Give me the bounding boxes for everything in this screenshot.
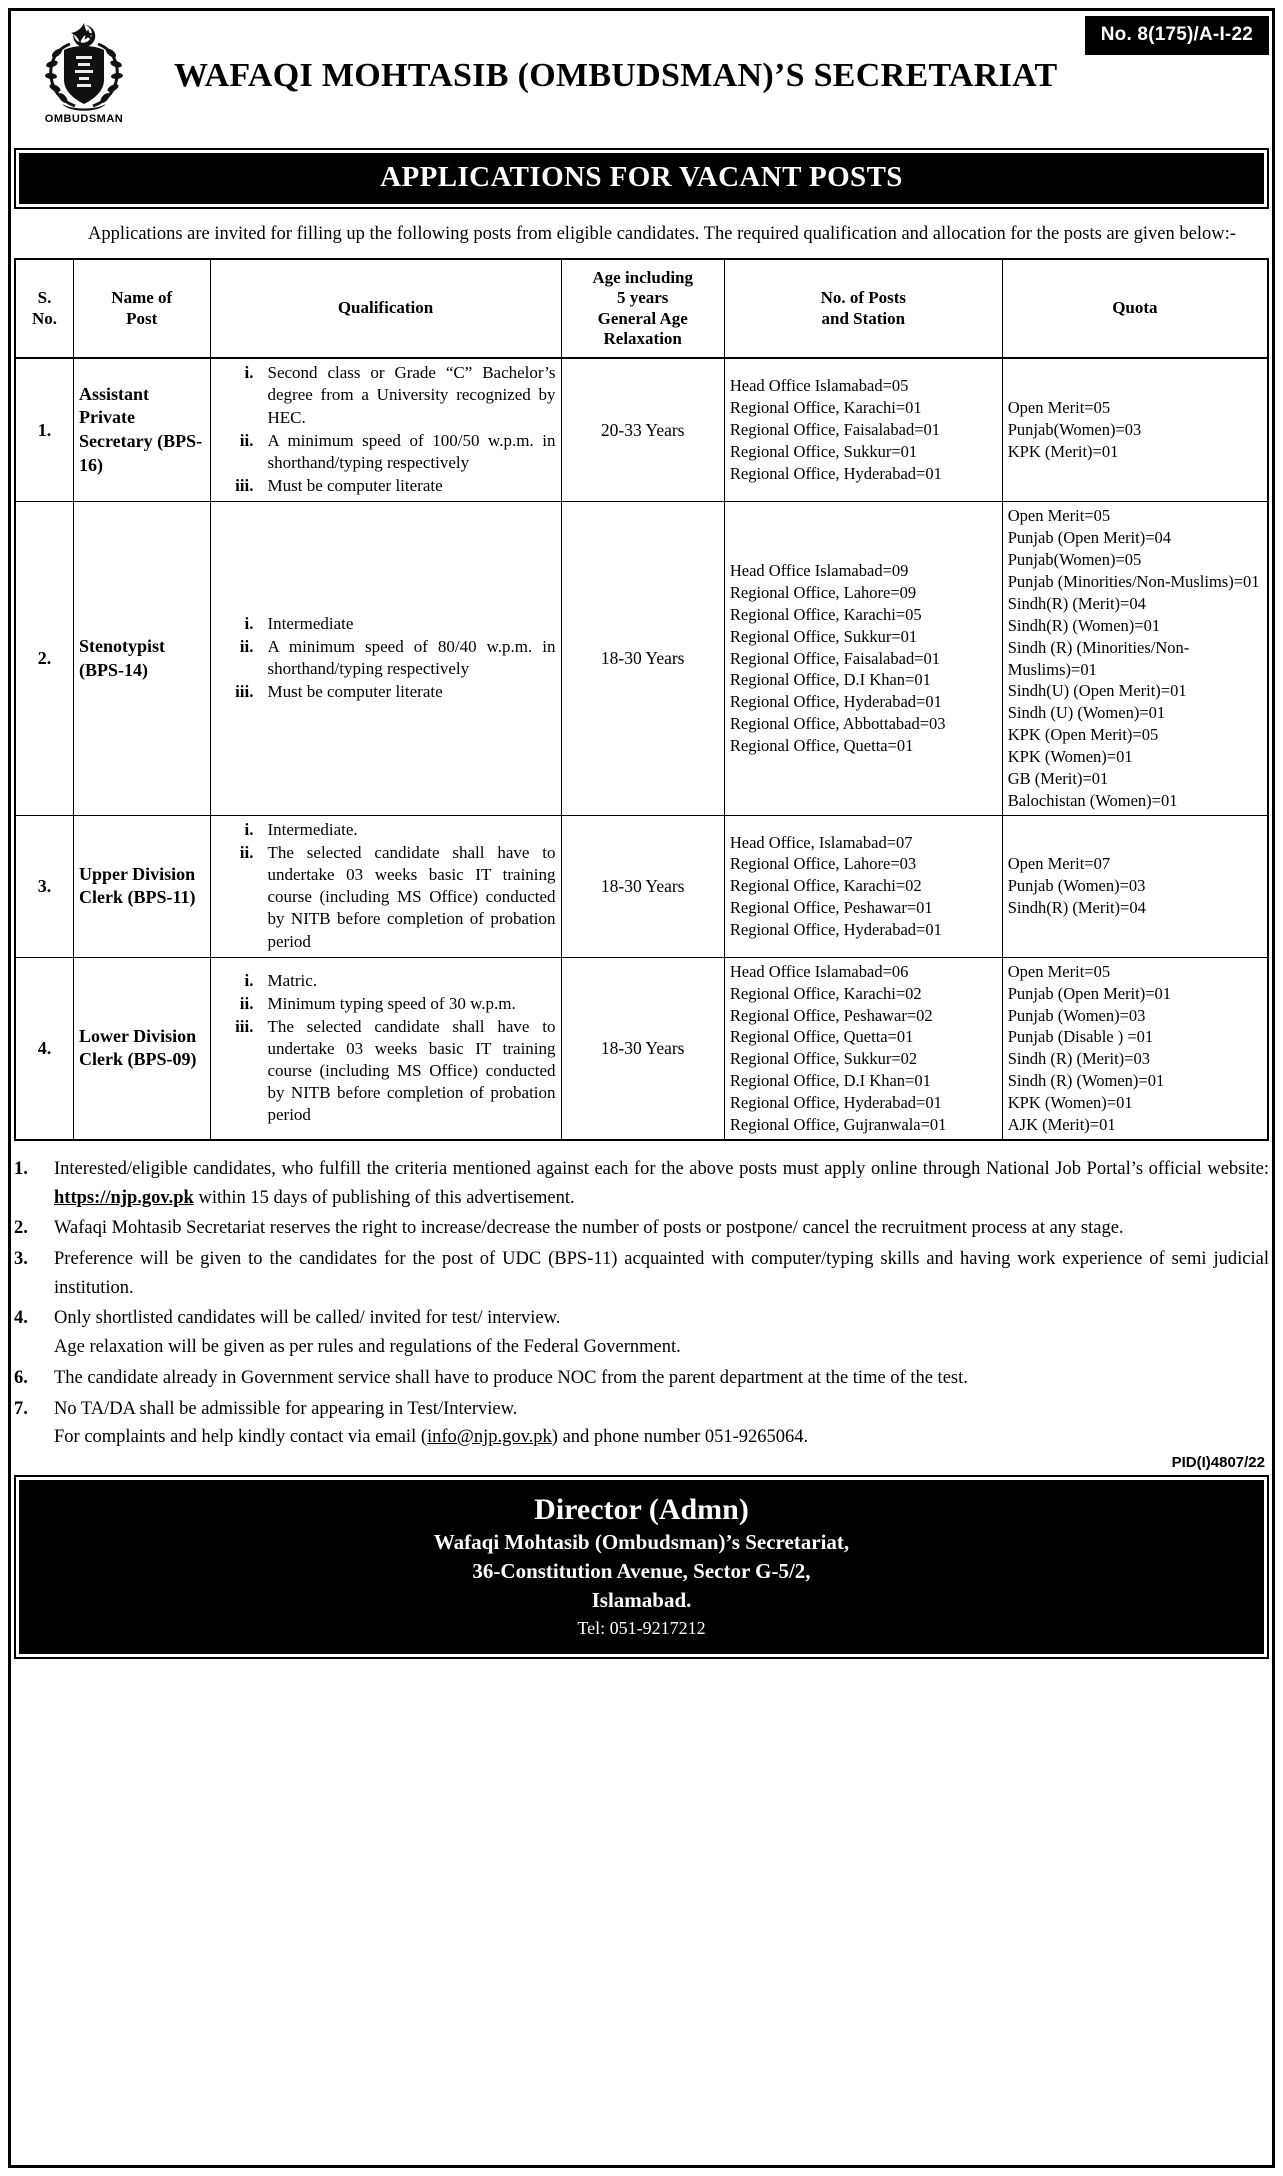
reference-number: No. 8(175)/A-I-22	[1085, 16, 1269, 55]
quota-line: Punjab(Women)=03	[1007, 420, 1142, 440]
qualification-item	[216, 970, 556, 992]
qualification-marker: i.	[244, 820, 254, 840]
qualification-marker: ii.	[239, 636, 254, 656]
note-text: Interested/eligible candidates, who fulfill the criteria mentioned against each for the above posts must apply online through National Job Portal’s official website:	[54, 1159, 1269, 1180]
station-line: Regional Office, Hyderabad=01	[729, 1093, 942, 1113]
col-header-posts: No. of Posts and Station	[724, 259, 1002, 359]
qualification-marker: ii.	[239, 993, 254, 1013]
cell-quota	[1002, 816, 1268, 958]
cell-post-name: Lower Division Clerk (BPS-09)	[74, 957, 211, 1140]
note-subline: Age relaxation will be given as per rules and regulations of the Federal Government.	[54, 1337, 681, 1358]
station-line: Regional Office, Peshawar=02	[729, 1005, 933, 1025]
cell-qualification	[210, 358, 561, 501]
quota-line: KPK (Open Merit)=05	[1007, 725, 1159, 745]
qualification-marker: i.	[244, 970, 254, 990]
intro-paragraph: Applications are invited for filling up the following posts from eligible candidates. The required qualification and allocation for the posts are given below:-	[88, 224, 1236, 244]
qualification-marker: iii.	[235, 1016, 254, 1036]
quota-line: Punjab (Minorities/Non-Muslims)=01	[1007, 571, 1260, 591]
note-number: 7.	[14, 1398, 28, 1419]
note-subline-tail: ) and phone number 051-9265064.	[551, 1427, 809, 1448]
quota-line: GB (Merit)=01	[1007, 769, 1109, 789]
qualification-text: Must be computer literate	[267, 475, 443, 495]
pakistan-emblem-icon	[28, 20, 140, 112]
note-item	[14, 1214, 1269, 1243]
cell-stations	[724, 957, 1002, 1140]
station-line: Regional Office, Karachi=05	[729, 604, 922, 624]
note-text: No TA/DA shall be admissible for appearing in Test/Interview.	[54, 1398, 518, 1419]
cell-age: 20-33 Years	[561, 358, 724, 501]
cell-sno: 4.	[15, 957, 74, 1140]
quota-line: Punjab (Open Merit)=04	[1007, 527, 1172, 547]
qualification-marker: iii.	[235, 475, 254, 495]
quota-line: KPK (Women)=01	[1007, 1093, 1133, 1113]
qualification-text: Minimum typing speed of 30 w.p.m.	[267, 993, 516, 1013]
quota-line: AJK (Merit)=01	[1007, 1115, 1116, 1135]
station-line: Regional Office, D.I Khan=01	[729, 670, 931, 690]
cell-qualification	[210, 816, 561, 958]
qualification-item	[216, 819, 556, 841]
station-line: Regional Office, Lahore=09	[729, 582, 917, 602]
note-number: 3.	[14, 1249, 28, 1270]
note-text-tail: within 15 days of publishing of this advertisement.	[193, 1187, 575, 1208]
qualification-marker: i.	[244, 363, 254, 383]
cell-quota	[1002, 957, 1268, 1140]
note-body	[54, 1364, 1269, 1393]
station-line: Head Office Islamabad=05	[729, 376, 909, 396]
qualification-item	[216, 681, 556, 703]
cell-stations	[724, 358, 1002, 501]
station-line: Regional Office, Gujranwala=01	[729, 1115, 947, 1135]
document-header	[14, 14, 1269, 144]
note-body	[54, 1214, 1269, 1243]
note-subline-text: For complaints and help kindly contact via email (	[54, 1427, 427, 1448]
note-item	[14, 1304, 1269, 1361]
quota-line: Punjab (Disable ) =01	[1007, 1027, 1154, 1047]
quota-line: KPK (Merit)=01	[1007, 442, 1119, 462]
cell-quota	[1002, 358, 1268, 501]
note-number: 6.	[14, 1367, 28, 1388]
table-row	[15, 358, 1268, 501]
cell-post-name: Stenotypist (BPS-14)	[74, 501, 211, 815]
cell-qualification	[210, 957, 561, 1140]
station-line: Regional Office, Faisalabad=01	[729, 648, 941, 668]
quota-line: Open Merit=05	[1007, 961, 1111, 981]
station-line: Regional Office, Karachi=02	[729, 876, 922, 896]
station-line: Regional Office, Hyderabad=01	[729, 920, 942, 940]
qualification-item	[216, 430, 556, 474]
qualification-item	[216, 362, 556, 428]
quota-line: Sindh(U) (Open Merit)=01	[1007, 681, 1187, 701]
station-line: Regional Office, Quetta=01	[729, 1027, 914, 1047]
col-header-qualification: Qualification	[210, 259, 561, 359]
note-item	[14, 1155, 1269, 1212]
station-line: Regional Office, Faisalabad=01	[729, 420, 941, 440]
station-line: Regional Office, Peshawar=01	[729, 898, 933, 918]
qualification-item	[216, 1016, 556, 1126]
table-header-row	[15, 259, 1268, 359]
quota-line: Sindh (R) (Women)=01	[1007, 1071, 1165, 1091]
station-line: Head Office Islamabad=09	[729, 560, 909, 580]
quota-line: Sindh (U) (Women)=01	[1007, 703, 1166, 723]
station-line: Regional Office, Hyderabad=01	[729, 464, 942, 484]
quota-line: Sindh(R) (Merit)=04	[1007, 898, 1146, 918]
portal-url-link[interactable]: https://njp.gov.pk	[54, 1187, 194, 1208]
qualification-item	[216, 993, 556, 1015]
station-line: Regional Office, Sukkur=02	[729, 1049, 918, 1069]
quota-line: Punjab (Open Merit)=01	[1007, 983, 1172, 1003]
quota-line: Balochistan (Women)=01	[1007, 791, 1178, 811]
footer-address: 36-Constitution Avenue, Sector G-5/2,	[472, 1559, 811, 1584]
quota-line: Open Merit=07	[1007, 854, 1111, 874]
quota-line: Punjab (Women)=03	[1007, 876, 1146, 896]
cell-post-name: Assistant Private Secretary (BPS-16)	[74, 358, 211, 501]
qualification-marker: ii.	[239, 430, 254, 450]
footer-org: Wafaqi Mohtasib (Ombudsman)’s Secretariat,	[433, 1530, 850, 1555]
qualification-text: Second class or Grade “C” Bachelor’s degree from a University recognized by HEC.	[267, 363, 556, 427]
col-header-quota: Quota	[1002, 259, 1268, 359]
station-line: Regional Office, Sukkur=01	[729, 442, 918, 462]
qualification-text: Matric.	[267, 970, 318, 990]
cell-quota	[1002, 501, 1268, 815]
banner	[14, 148, 1269, 209]
note-subline	[54, 1423, 1269, 1452]
station-line: Head Office Islamabad=06	[729, 961, 909, 981]
station-line: Regional Office, Karachi=02	[729, 983, 922, 1003]
cell-sno: 1.	[15, 358, 74, 501]
note-number: 2.	[14, 1218, 28, 1239]
note-text: Only shortlisted candidates will be called/ invited for test/ interview.	[54, 1308, 561, 1329]
quota-line: KPK (Women)=01	[1007, 747, 1133, 767]
organization-title: WAFAQI MOHTASIB (OMBUDSMAN)’S SECRETARIAT	[174, 57, 1058, 94]
station-line: Regional Office, D.I Khan=01	[729, 1071, 931, 1091]
qualification-text: A minimum speed of 80/40 w.p.m. in shorthand/typing respectively	[267, 636, 556, 678]
qualification-item	[216, 636, 556, 680]
qualification-text: Must be computer literate	[267, 682, 443, 702]
cell-age: 18-30 Years	[561, 501, 724, 815]
station-line: Regional Office, Lahore=03	[729, 854, 917, 874]
qualification-text: Intermediate.	[267, 820, 358, 840]
cell-age: 18-30 Years	[561, 957, 724, 1140]
station-line: Regional Office, Quetta=01	[729, 736, 914, 756]
cell-age: 18-30 Years	[561, 816, 724, 958]
table-row	[15, 501, 1268, 815]
notes-list	[14, 1155, 1269, 1452]
cell-sno: 3.	[15, 816, 74, 958]
cell-stations	[724, 816, 1002, 958]
note-item	[14, 1364, 1269, 1393]
note-body	[54, 1155, 1269, 1212]
emblem-caption: OMBUDSMAN	[44, 113, 124, 125]
qualification-marker: iii.	[235, 682, 254, 702]
cell-post-name: Upper Division Clerk (BPS-11)	[74, 816, 211, 958]
note-number: 4.	[14, 1308, 28, 1329]
cell-sno: 2.	[15, 501, 74, 815]
banner-title: APPLICATIONS FOR VACANT POSTS	[380, 161, 903, 193]
note-item	[14, 1245, 1269, 1302]
note-number: 1.	[14, 1159, 28, 1180]
note-text: Wafaqi Mohtasib Secretariat reserves the right to increase/decrease the number of posts or postpone/ cancel the recruitment process at any stage.	[54, 1218, 1124, 1239]
support-email-link[interactable]: info@njp.gov.pk	[427, 1427, 552, 1448]
vacancies-table	[14, 258, 1269, 1141]
qualification-text: Intermediate	[267, 613, 354, 633]
qualification-marker: i.	[244, 613, 254, 633]
qualification-item	[216, 613, 556, 635]
col-header-age: Age including 5 years General Age Relaxation	[561, 259, 724, 359]
qualification-item	[216, 475, 556, 497]
quota-line: Sindh(R) (Merit)=04	[1007, 593, 1146, 613]
station-line: Regional Office, Karachi=01	[729, 398, 922, 418]
table-row	[15, 816, 1268, 958]
col-header-sno: S. No.	[15, 259, 74, 359]
cell-stations	[724, 501, 1002, 815]
quota-line: Sindh (R) (Minorities/Non-Muslims)=01	[1007, 637, 1190, 679]
note-text: The candidate already in Government service shall have to produce NOC from the parent department at the time of the test.	[54, 1367, 968, 1388]
table-body	[15, 358, 1268, 1140]
note-text: Preference will be given to the candidates for the post of UDC (BPS-11) acquainted with computer/typing skills and having work experience of semi judicial institution.	[54, 1249, 1269, 1298]
note-body	[54, 1245, 1269, 1302]
station-line: Regional Office, Abbottabad=03	[729, 714, 946, 734]
note-body	[54, 1304, 1269, 1361]
qualification-text: The selected candidate shall have to undertake 03 weeks basic IT training course (including MS Office) conducted by NITB before completion of probation period	[267, 843, 556, 951]
note-body	[54, 1395, 1269, 1452]
note-item	[14, 1395, 1269, 1452]
qualification-marker: ii.	[239, 843, 254, 863]
station-line: Regional Office, Hyderabad=01	[729, 692, 942, 712]
footer-city: Islamabad.	[591, 1588, 692, 1613]
quota-line: Punjab(Women)=05	[1007, 549, 1142, 569]
pid-number: PID(I)4807/22	[1171, 1453, 1265, 1471]
station-line: Head Office, Islamabad=07	[729, 832, 913, 852]
qualification-text: A minimum speed of 100/50 w.p.m. in shorthand/typing respectively	[267, 430, 556, 472]
quota-line: Open Merit=05	[1007, 505, 1111, 525]
cell-qualification	[210, 501, 561, 815]
quota-line: Sindh(R) (Women)=01	[1007, 615, 1161, 635]
state-emblem	[28, 20, 140, 125]
quota-line: Punjab (Women)=03	[1007, 1005, 1146, 1025]
qualification-text: The selected candidate shall have to undertake 03 weeks basic IT training course (including MS Office) conducted by NITB before completion of probation period	[267, 1016, 556, 1125]
qualification-item	[216, 842, 556, 952]
footer-designation: Director (Admn)	[534, 1492, 749, 1526]
footer-telephone: Tel: 051-9217212	[577, 1618, 706, 1639]
station-line: Regional Office, Sukkur=01	[729, 626, 918, 646]
col-header-name: Name of Post	[74, 259, 211, 359]
footer-block	[14, 1475, 1269, 1660]
quota-line: Sindh (R) (Merit)=03	[1007, 1049, 1150, 1069]
table-row	[15, 957, 1268, 1140]
quota-line: Open Merit=05	[1007, 398, 1111, 418]
